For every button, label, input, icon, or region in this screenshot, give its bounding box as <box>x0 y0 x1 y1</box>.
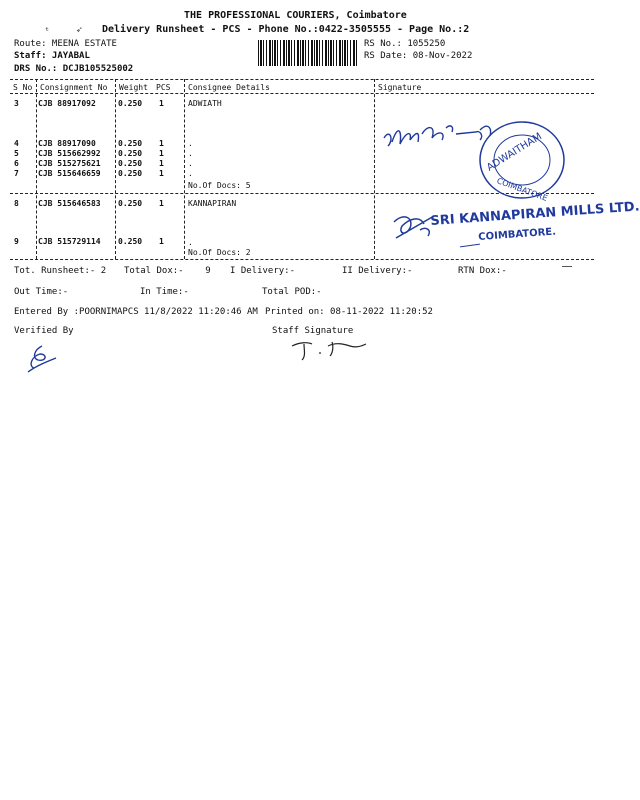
row-consignment: CJB 515646659 <box>38 169 101 178</box>
row-consignment: CJB 515646583 <box>38 199 101 208</box>
row-sno: 8 <box>14 199 19 208</box>
stray-mark: ₜ <box>44 23 51 34</box>
row-consignee: . <box>188 149 193 158</box>
total-dox: Total Dox:- 9 <box>124 266 211 276</box>
row-sno: 5 <box>14 149 19 158</box>
stray-mark <box>562 266 572 267</box>
group1-doc-count: No.Of Docs: 5 <box>188 181 251 190</box>
arrow-mark-icon: ➶ <box>76 25 83 36</box>
verified-by-label: Verified By <box>14 326 74 336</box>
row-consignment: CJB 515729114 <box>38 237 101 246</box>
tot-runsheet: Tot. Runsheet:- 2 <box>14 266 107 276</box>
col-divider <box>184 79 185 259</box>
printed-on: Printed on: 08-11-2022 11:20:52 <box>265 307 433 317</box>
row-pcs: 1 <box>159 237 164 246</box>
col-divider <box>36 79 37 259</box>
staff-signature-label: Staff Signature <box>272 326 354 336</box>
row-weight: 0.250 <box>118 139 143 148</box>
row-consignment: CJB 88917092 <box>38 99 96 108</box>
i-delivery: I Delivery:- <box>230 266 296 276</box>
col-divider <box>374 79 375 259</box>
col-header-sno: S No <box>13 83 33 92</box>
verified-by-signature <box>24 344 58 378</box>
row-consignment: CJB 515662992 <box>38 149 101 158</box>
rtn-dox: RTN Dox:- <box>458 266 507 276</box>
route-label: Route: MEENA ESTATE <box>14 39 117 49</box>
in-time: In Time:- <box>140 287 189 297</box>
row-sno: 6 <box>14 159 19 168</box>
col-header-pcs: PCS <box>156 83 171 92</box>
row-consignee: . <box>188 238 193 247</box>
row-pcs: 1 <box>159 99 164 108</box>
row-weight: 0.250 <box>118 159 143 168</box>
row-weight: 0.250 <box>118 169 143 178</box>
total-pod: Total POD:- <box>262 287 322 297</box>
header-bottom-rule <box>10 93 594 94</box>
stamp-text-coimbatore: COIMBATORE <box>495 176 549 203</box>
kannapiran-stamp-line2: COIMBATORE. <box>478 226 557 243</box>
entered-by: Entered By :POORNIMAPCS 11/8/2022 11:20:46 AM <box>14 307 258 317</box>
rs-number: RS No.: 1055250 <box>364 39 446 49</box>
out-time: Out Time:- <box>14 287 69 297</box>
adwaitham-round-stamp <box>474 118 570 206</box>
ii-delivery: II Delivery:- <box>342 266 413 276</box>
table-bottom-rule <box>10 259 594 260</box>
document-subtitle: Delivery Runsheet - PCS - Phone No.:0422-3505555 - Page No.:2 <box>102 24 470 35</box>
row-pcs: 1 <box>159 149 164 158</box>
document-title: THE PROFESSIONAL COURIERS, Coimbatore <box>184 10 407 21</box>
stamp-text-adwaitham: ADWAITHAM <box>484 131 545 174</box>
row-consignee: KANNAPIRAN <box>188 199 237 208</box>
col-header-weight: Weight <box>119 83 148 92</box>
drs-number: DRS No.: DCJB105525002 <box>14 64 134 74</box>
row-consignee: . <box>188 139 193 148</box>
col-header-signature: Signature <box>378 83 422 92</box>
table-top-rule <box>10 79 594 80</box>
row-weight: 0.250 <box>118 99 143 108</box>
row-sno: 3 <box>14 99 19 108</box>
col-divider <box>115 79 116 259</box>
row-consignment: CJB 88917090 <box>38 139 96 148</box>
rs-date: RS Date: 08-Nov-2022 <box>364 51 473 61</box>
row-weight: 0.250 <box>118 199 143 208</box>
col-header-consignment: Consignment No <box>40 83 108 92</box>
row-consignment: CJB 515275621 <box>38 159 101 168</box>
staff-signature-mark <box>290 336 370 368</box>
col-header-consignee: Consignee Details <box>188 83 270 92</box>
group2-doc-count: No.Of Docs: 2 <box>188 248 251 257</box>
row-consignee: . <box>188 159 193 168</box>
row-sno: 9 <box>14 237 19 246</box>
row-consignee: ADWIATH <box>188 99 222 108</box>
staff-label: Staff: JAYABAL <box>14 51 90 61</box>
kannapiran-stamp-line1: SRI KANNAPIRAN MILLS LTD. <box>430 199 640 229</box>
barcode <box>258 40 358 66</box>
row-pcs: 1 <box>159 169 164 178</box>
row-sno: 4 <box>14 139 19 148</box>
row-consignee: . <box>188 169 193 178</box>
row-sno: 7 <box>14 169 19 178</box>
row-weight: 0.250 <box>118 237 143 246</box>
stamp-underline <box>460 244 480 248</box>
row-pcs: 1 <box>159 159 164 168</box>
row-pcs: 1 <box>159 139 164 148</box>
row-weight: 0.250 <box>118 149 143 158</box>
row-pcs: 1 <box>159 199 164 208</box>
